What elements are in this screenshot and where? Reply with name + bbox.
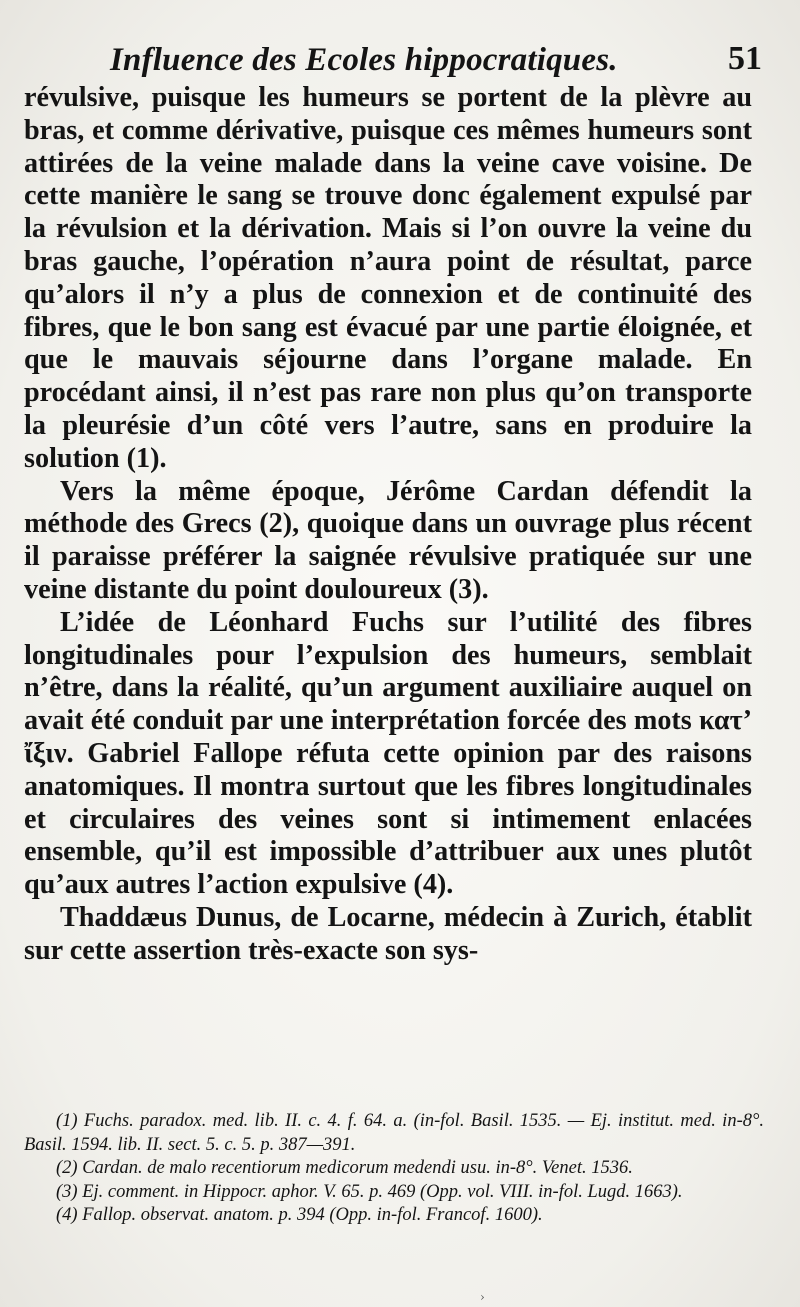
footnotes: [24, 1110, 764, 1228]
paragraph: révulsive, puisque les humeurs se portent de la plèvre au bras, et comme dérivative, puisque ces mêmes humeurs sont attirées de la veine malade dans la veine cave voisine. De cette manière le sang se trouve donc également expulsé par la révulsion et la dérivation. Mais si l’on ouvre la veine du bras gauche, l’opération n’aura point de résultat, parce qu’alors il n’y a plus de connexion et de continuité des fibres, que le bon sang est évacué par une partie éloignée, et que le mauvais séjourne dans l’organe malade. En procédant ainsi, il n’est pas rare non plus qu’on transporte la pleurésie d’un côté vers l’autre, sans en produire la solution (1).: [24, 82, 752, 474]
footnote: (3) Ej. comment. in Hippocr. aphor. V. 65. p. 469 (Opp. vol. VIII. in-fol. Lugd. 1663).: [56, 1181, 683, 1202]
print-mark: ›: [480, 1290, 485, 1304]
page-number: 51: [728, 40, 762, 77]
footnote: (2) Cardan. de malo recentiorum medicorum medendi usu. in-8°. Venet. 1536.: [56, 1158, 633, 1178]
body-text: [24, 82, 752, 968]
paragraph: Thaddæus Dunus, de Locarne, médecin à Zurich, établit sur cette assertion très-exacte son sys-: [24, 901, 752, 966]
paragraph: L’idée de Léonhard Fuchs sur l’utilité des fibres longitudinales pour l’expulsion des humeurs, semblait n’être, dans la réalité, qu’un argument auxiliaire auquel on avait été conduit par une interprétation forcée des mots κατ’ ἴξιν. Gabriel Fallope réfuta cette opinion par des raisons anatomiques. Il montra surtout que les fibres longitudinales et circulaires des veines sont si intimement enlacées ensemble, qu’il est impossible d’attribuer aux unes plutôt qu’aux autres l’action expulsive (4).: [24, 606, 752, 901]
running-title: Influence des Ecoles hippocratiques.: [110, 42, 618, 78]
footnote: (1) Fuchs. paradox. med. lib. II. c. 4. f. 64. a. (in-fol. Basil. 1535. — Ej. institut. med. in-8°. Basil. 1594. lib. II. sect. 5. c. 5. p. 387—391.: [24, 1111, 764, 1155]
paragraph: Vers la même époque, Jérôme Cardan défendit la méthode des Grecs (2), quoique dans un ouvrage plus récent il paraisse préférer la saignée révulsive pratiquée sur une veine distante du point douloureux (3).: [24, 475, 752, 605]
footnote: (4) Fallop. observat. anatom. p. 394 (Opp. in-fol. Francof. 1600).: [56, 1205, 543, 1225]
